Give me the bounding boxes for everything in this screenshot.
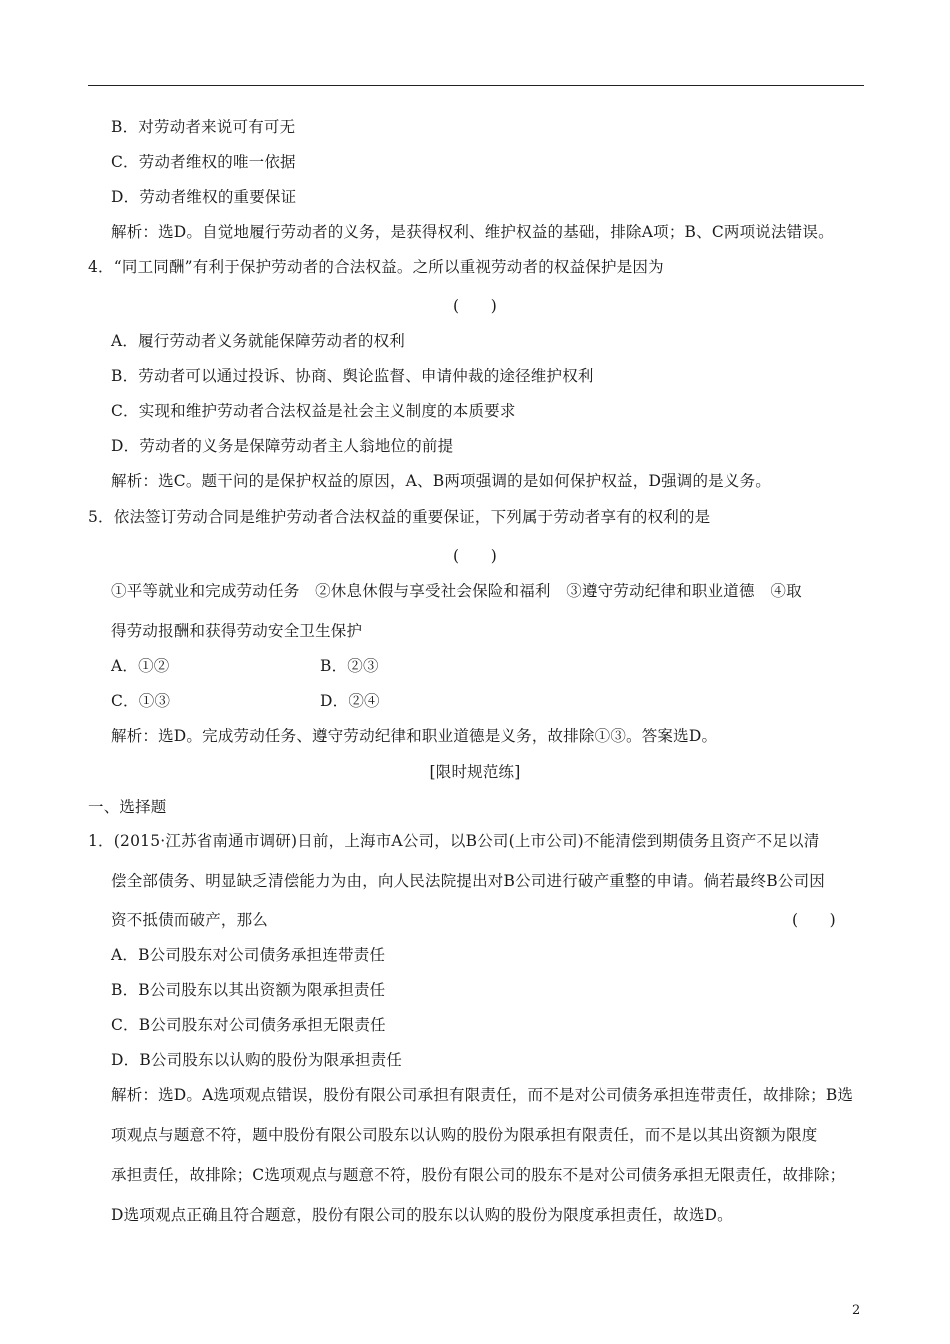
q5-analysis: 解析：选D。完成劳动任务、遵守劳动纪律和职业道德是义务，故排除①③。答案选D。	[111, 727, 718, 745]
q5-option-c: C．①③	[111, 692, 171, 710]
q4-option-c: C．实现和维护劳动者合法权益是社会主义制度的本质要求	[111, 402, 516, 420]
q4-option-d: D．劳动者的义务是保障劳动者主人翁地位的前提	[111, 437, 454, 455]
p1-stem-line-3: 资不抵债而破产，那么	[111, 911, 269, 929]
p1-stem-line-1: 1．(2015·江苏省南通市调研)日前，上海市A公司，以B公司(上市公司)不能清偿到期债务且资产不足以清	[88, 832, 820, 850]
p1-option-c: C．B公司股东对公司债务承担无限责任	[111, 1016, 386, 1034]
q4-answer-bracket: ( )	[453, 297, 497, 315]
p1-option-d: D．B公司股东以认购的股份为限承担责任	[111, 1051, 403, 1069]
p1-option-b: B．B公司股东以其出资额为限承担责任	[111, 981, 386, 999]
q5-option-d: D．②④	[320, 692, 380, 710]
q3-analysis: 解析：选D。自觉地履行劳动者的义务，是获得权利、维护权益的基础，排除A项；B、C两项说法错误。	[111, 223, 834, 241]
q5-stem: 5．依法签订劳动合同是维护劳动者合法权益的重要保证，下列属于劳动者享有的权利的是	[88, 508, 711, 526]
p1-analysis-line-2: 项观点与题意不符，题中股份有限公司股东以认购的股份为限承担有限责任，而不是以其出资额为限度	[111, 1126, 818, 1144]
p1-analysis-line-4: D选项观点正确且符合题意，股份有限公司的股东以认购的股份为限度承担责任，故选D。	[111, 1206, 733, 1224]
part-heading: 一、选择题	[88, 798, 167, 816]
q5-option-b: B．②③	[320, 657, 379, 675]
q5-option-a: A．①②	[111, 657, 170, 675]
q4-stem: 4．“同工同酬”有利于保护劳动者的合法权益。之所以重视劳动者的权益保护是因为	[88, 258, 664, 276]
q4-analysis: 解析：选C。题干问的是保护权益的原因，A、B两项强调的是如何保护权益，D强调的是义务。	[111, 472, 771, 490]
q4-option-b: B．劳动者可以通过投诉、协商、舆论监督、申请仲裁的途径维护权利	[111, 367, 594, 385]
q5-items-line-2: 得劳动报酬和获得劳动安全卫生保护	[111, 622, 363, 640]
p1-analysis-line-1: 解析：选D。A选项观点错误，股份有限公司承担有限责任，而不是对公司债务承担连带责任，故排除；B选	[111, 1086, 854, 1104]
p1-answer-bracket: ( )	[792, 911, 836, 929]
p1-option-a: A．B公司股东对公司债务承担连带责任	[111, 946, 386, 964]
q4-option-a: A．履行劳动者义务就能保障劳动者的权利	[111, 332, 405, 350]
q5-answer-bracket: ( )	[453, 547, 497, 565]
p1-stem-line-2: 偿全部债务、明显缺乏清偿能力为由，向人民法院提出对B公司进行破产重整的申请。倘若最终B公司因	[111, 872, 825, 890]
header-rule	[88, 85, 864, 86]
q3-option-d: D．劳动者维权的重要保证	[111, 188, 297, 206]
section-title: [限时规范练]	[429, 763, 521, 781]
page-number: 2	[852, 1303, 861, 1318]
q3-option-b: B．对劳动者来说可有可无	[111, 118, 296, 136]
q5-items-line-1: ①平等就业和完成劳动任务 ②休息休假与享受社会保险和福利 ③遵守劳动纪律和职业道德 ④取	[111, 582, 802, 600]
q3-option-c: C．劳动者维权的唯一依据	[111, 153, 296, 171]
p1-analysis-line-3: 承担责任，故排除；C选项观点与题意不符，股份有限公司的股东不是对公司债务承担无限责任，故排除；	[111, 1166, 846, 1184]
